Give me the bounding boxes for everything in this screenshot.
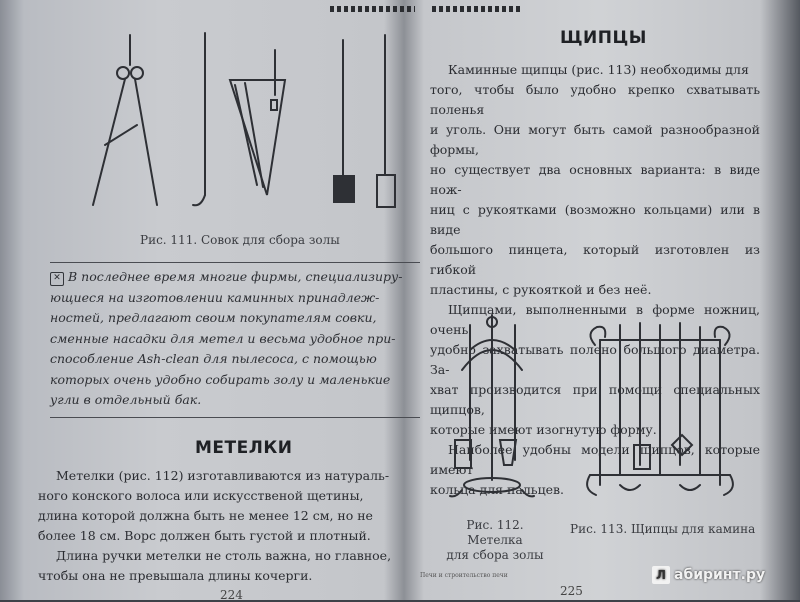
bellows-drawing <box>230 50 285 195</box>
para1-line-3: но существует два основных варианта: в виде нож- <box>430 162 760 197</box>
labirint-watermark <box>652 566 765 584</box>
shovel-drawing <box>377 35 395 207</box>
figure-113-caption: Рис. 113. Щипцы для камина <box>570 522 756 536</box>
figure-113-illustration <box>580 315 740 505</box>
watermark-text: абиринт.ру <box>674 567 766 583</box>
figure-112-caption <box>440 518 550 563</box>
para1-line-1: того, чтобы было удобно крепко схватывать поленья <box>430 82 760 117</box>
para3-line-0: Наиболее удобны модели щипцов, которые имеют <box>430 442 760 477</box>
page-number-right: 225 <box>560 584 583 598</box>
para1-line-2: и уголь. Они могут быть самой разнообразной формы, <box>430 122 760 157</box>
para2-line-3: которые имеют изогнутую форму. <box>430 422 657 437</box>
figure-111-caption: Рис. 111. Совок для сбора золы <box>140 233 340 247</box>
note-line-2: ностей, предлагают своим покупателям совки, <box>50 310 377 325</box>
note-line-3: сменные насадки для метел и весьма удобное при- <box>50 330 396 346</box>
body-line-0: Метелки (рис. 112) изготавливаются из натураль- <box>56 468 390 483</box>
para1-line-5: большого пинцета, который изготовлен из гибкой <box>430 242 760 277</box>
para1-line-4: ниц с рукоятками (возможно кольцами) или в виде <box>430 202 760 237</box>
section-heading-tongs: ЩИПЦЫ <box>560 28 647 48</box>
page-number-left: 224 <box>220 588 243 602</box>
body-line-5: чтобы она не превышала длины кочерги. <box>38 568 313 583</box>
note-line-0: ✕ В последнее время многие фирмы, специализиру- <box>50 267 420 288</box>
figure-112-illustration <box>440 310 540 505</box>
info-note <box>50 262 420 418</box>
figure-112-caption-line-1: для сбора золы <box>446 548 544 562</box>
body-line-3: более 18 см. Ворс должен быть густой и плотный. <box>38 528 371 543</box>
para1-line-6: пластины, с рукояткой и без неё. <box>430 282 652 297</box>
body-line-2: длина которой должна быть не менее 12 см, но не <box>38 508 373 523</box>
note-icon: ✕ <box>50 272 64 286</box>
poker-drawing <box>193 33 205 205</box>
para2-line-0: Щипцами, выполненными в форме ножниц, очень <box>430 302 760 337</box>
note-line-5: которых очень удобно собирать золу и маленькие <box>50 371 391 387</box>
left-page <box>20 0 405 600</box>
figure-111-illustration <box>85 25 415 225</box>
figure-112-caption-line-0: Рис. 112. Метелка <box>466 518 524 547</box>
note-line-1: ющиеся на изготовлении каминных принадлеж- <box>50 289 380 305</box>
note-line-4: способление Ash-clean для пылесоса, с помощью <box>50 351 377 366</box>
para1-line-0: Каминные щипцы (рис. 113) необходимы для <box>448 62 749 77</box>
brush-drawing <box>333 40 355 203</box>
para2-line-2: хват производится при помощи специальных щипцов, <box>430 382 760 417</box>
body-line-1: ного конского волоса или искусственой щетины, <box>38 488 364 503</box>
running-footer: Печи и строительство печи <box>420 572 508 579</box>
decorative-dotted-rule <box>432 6 522 12</box>
para3-line-1: кольца для пальцев. <box>430 482 565 497</box>
body-line-4: Длина ручки метелки не столь важна, но главное, <box>56 548 392 563</box>
tongs-drawing <box>93 35 157 205</box>
para2-line-1: удобно захватывать полено большого диаметра. За- <box>430 342 760 377</box>
note-line-6: угли в отдельный бак. <box>50 392 202 407</box>
decorative-dotted-rule <box>330 6 415 12</box>
right-page <box>420 0 760 600</box>
section-heading-brushes: МЕТЕЛКИ <box>195 438 293 458</box>
labirint-logo-icon: Л <box>652 566 670 584</box>
brushes-body <box>38 466 410 586</box>
